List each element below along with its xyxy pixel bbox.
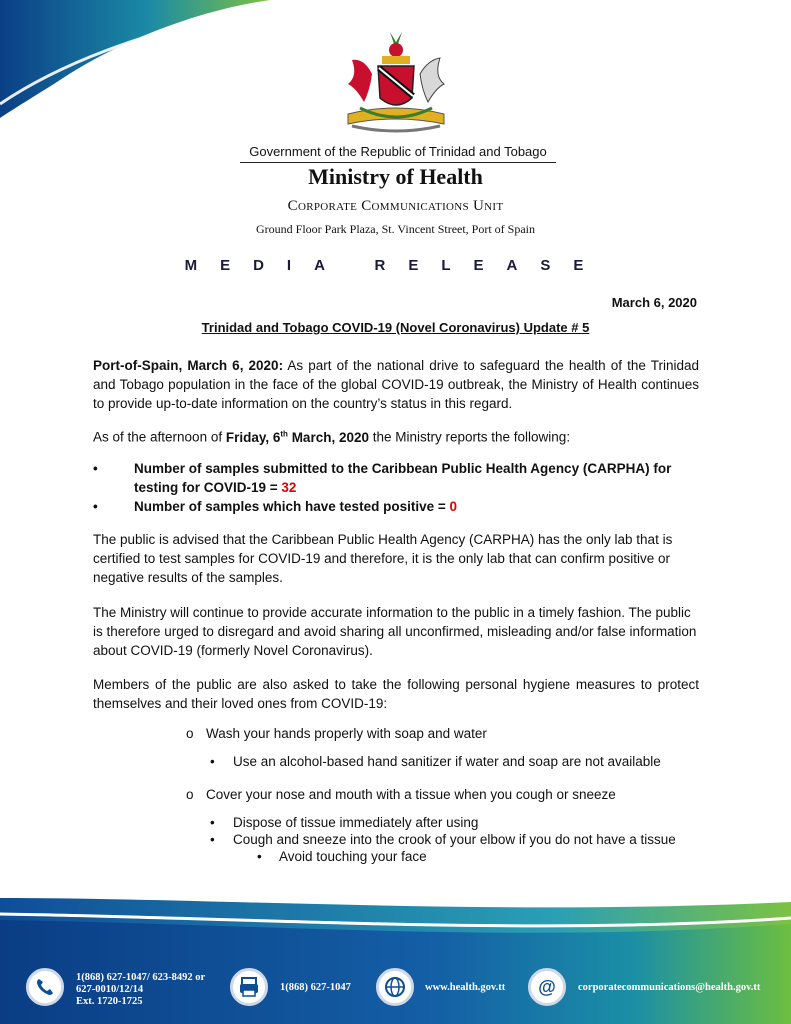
bullet-marker: • — [210, 832, 215, 847]
bullet-marker: • — [93, 461, 98, 476]
intro-lead: Port-of-Spain, March 6, 2020: — [93, 358, 284, 373]
phone-icon — [26, 968, 64, 1006]
footer-website — [376, 968, 526, 1014]
stat1-value: 32 — [281, 480, 297, 495]
afternoon-month: March, 2020 — [287, 429, 369, 445]
footer-email — [528, 968, 786, 1014]
measure2-sub3-text: Avoid touching your face — [279, 849, 427, 864]
intro-paragraph — [93, 356, 699, 413]
measure-avoid-face — [257, 847, 677, 866]
email-link[interactable]: corporatecommunications@health.gov.tt — [578, 982, 761, 993]
website-link[interactable]: www.health.gov.tt — [425, 982, 506, 993]
stat1-label: Number of samples submitted to the Caribbean Public Health Agency (CARPHA) for testing for COVID-19 = — [134, 461, 672, 495]
footer-phone — [26, 968, 226, 1014]
intro-body: As part of the national drive to safeguard the health of the Trinidad and Tobago population in the face of the global COVID-19 outbreak, the Ministry of Health continues to provide up-to-date information on the country’s status in this regard. — [93, 358, 699, 411]
measure-cover-mouth — [186, 785, 706, 804]
carpha-paragraph: The public is advised that the Caribbean Public Health Agency (CARPHA) has the only lab that is certified to test samples for COVID-19 and therefore, it is the only lab that can confirm positive or negative results of the samples. — [93, 532, 673, 585]
globe-icon — [376, 968, 414, 1006]
bullet-marker: • — [210, 754, 215, 769]
measure2-text: Cover your nose and mouth with a tissue when you cough or sneeze — [206, 787, 616, 802]
government-title: Government of the Republic of Trinidad and Tobago — [240, 144, 556, 163]
stat2-value: 0 — [449, 499, 457, 514]
measure-wash-hands — [186, 724, 706, 743]
stat2-label: Number of samples which have tested positive = — [134, 499, 450, 514]
measure-sanitizer — [210, 752, 706, 771]
media-release-heading: MEDIA RELEASE — [184, 257, 607, 274]
afternoon-sup: th — [280, 429, 288, 438]
afternoon-date — [226, 430, 369, 445]
measure1-sub-text: Use an alcohol-based hand sanitizer if water and soap are not available — [233, 754, 661, 769]
phone-line-2: 627-0010/12/14 — [76, 984, 144, 995]
unit-title: Corporate Communications Unit — [287, 198, 504, 214]
top-swoosh-decoration — [0, 0, 300, 120]
afternoon-day: Friday, 6 — [225, 429, 281, 445]
fax-icon — [230, 968, 268, 1006]
release-title: Trinidad and Tobago COVID-19 (Novel Coronavirus) Update # 5 — [201, 320, 590, 335]
stat-tested-positive — [93, 497, 699, 516]
sub-marker: o — [186, 726, 194, 741]
at-icon — [528, 968, 566, 1006]
sub-marker: o — [186, 787, 194, 802]
afternoon-pre: As of the afternoon of — [93, 429, 226, 445]
measure1-text: Wash your hands properly with soap and water — [206, 726, 487, 741]
bullet-marker: • — [210, 815, 215, 830]
bullet-marker: • — [257, 849, 262, 864]
measure2-sub1-text: Dispose of tissue immediately after using — [233, 815, 479, 830]
release-date: March 6, 2020 — [611, 295, 697, 310]
footer-fax — [230, 968, 370, 1014]
stat-samples-submitted — [93, 459, 699, 497]
measure2-sub2-text: Cough and sneeze into the crook of your elbow if you do not have a tissue — [233, 832, 676, 847]
phone-line-1: 1(868) 627-1047/ 623-8492 or — [76, 972, 206, 983]
afternoon-post: the Ministry reports the following: — [368, 429, 571, 445]
afternoon-paragraph — [93, 424, 699, 447]
fax-number: 1(868) 627-1047 — [280, 982, 351, 993]
address-line: Ground Floor Park Plaza, St. Vincent Street, Port of Spain — [255, 222, 536, 236]
bullet-marker: • — [93, 499, 98, 514]
ministry-title: Ministry of Health — [308, 164, 483, 189]
coat-of-arms-logo — [338, 28, 454, 138]
ministry-paragraph: The Ministry will continue to provide accurate information to the public in a timely fashion. The public is therefore urged to disregard and avoid sharing all unconfirmed, misleading and/or false information about COVID-19 (formerly Novel Coronavirus). — [93, 605, 697, 658]
phone-line-3: Ext. 1720-1725 — [76, 996, 143, 1007]
hygiene-paragraph: Members of the public are also asked to take the following personal hygiene measures to protect themselves and their loved ones from COVID-19: — [93, 677, 699, 711]
svg-text:@: @ — [538, 977, 556, 997]
